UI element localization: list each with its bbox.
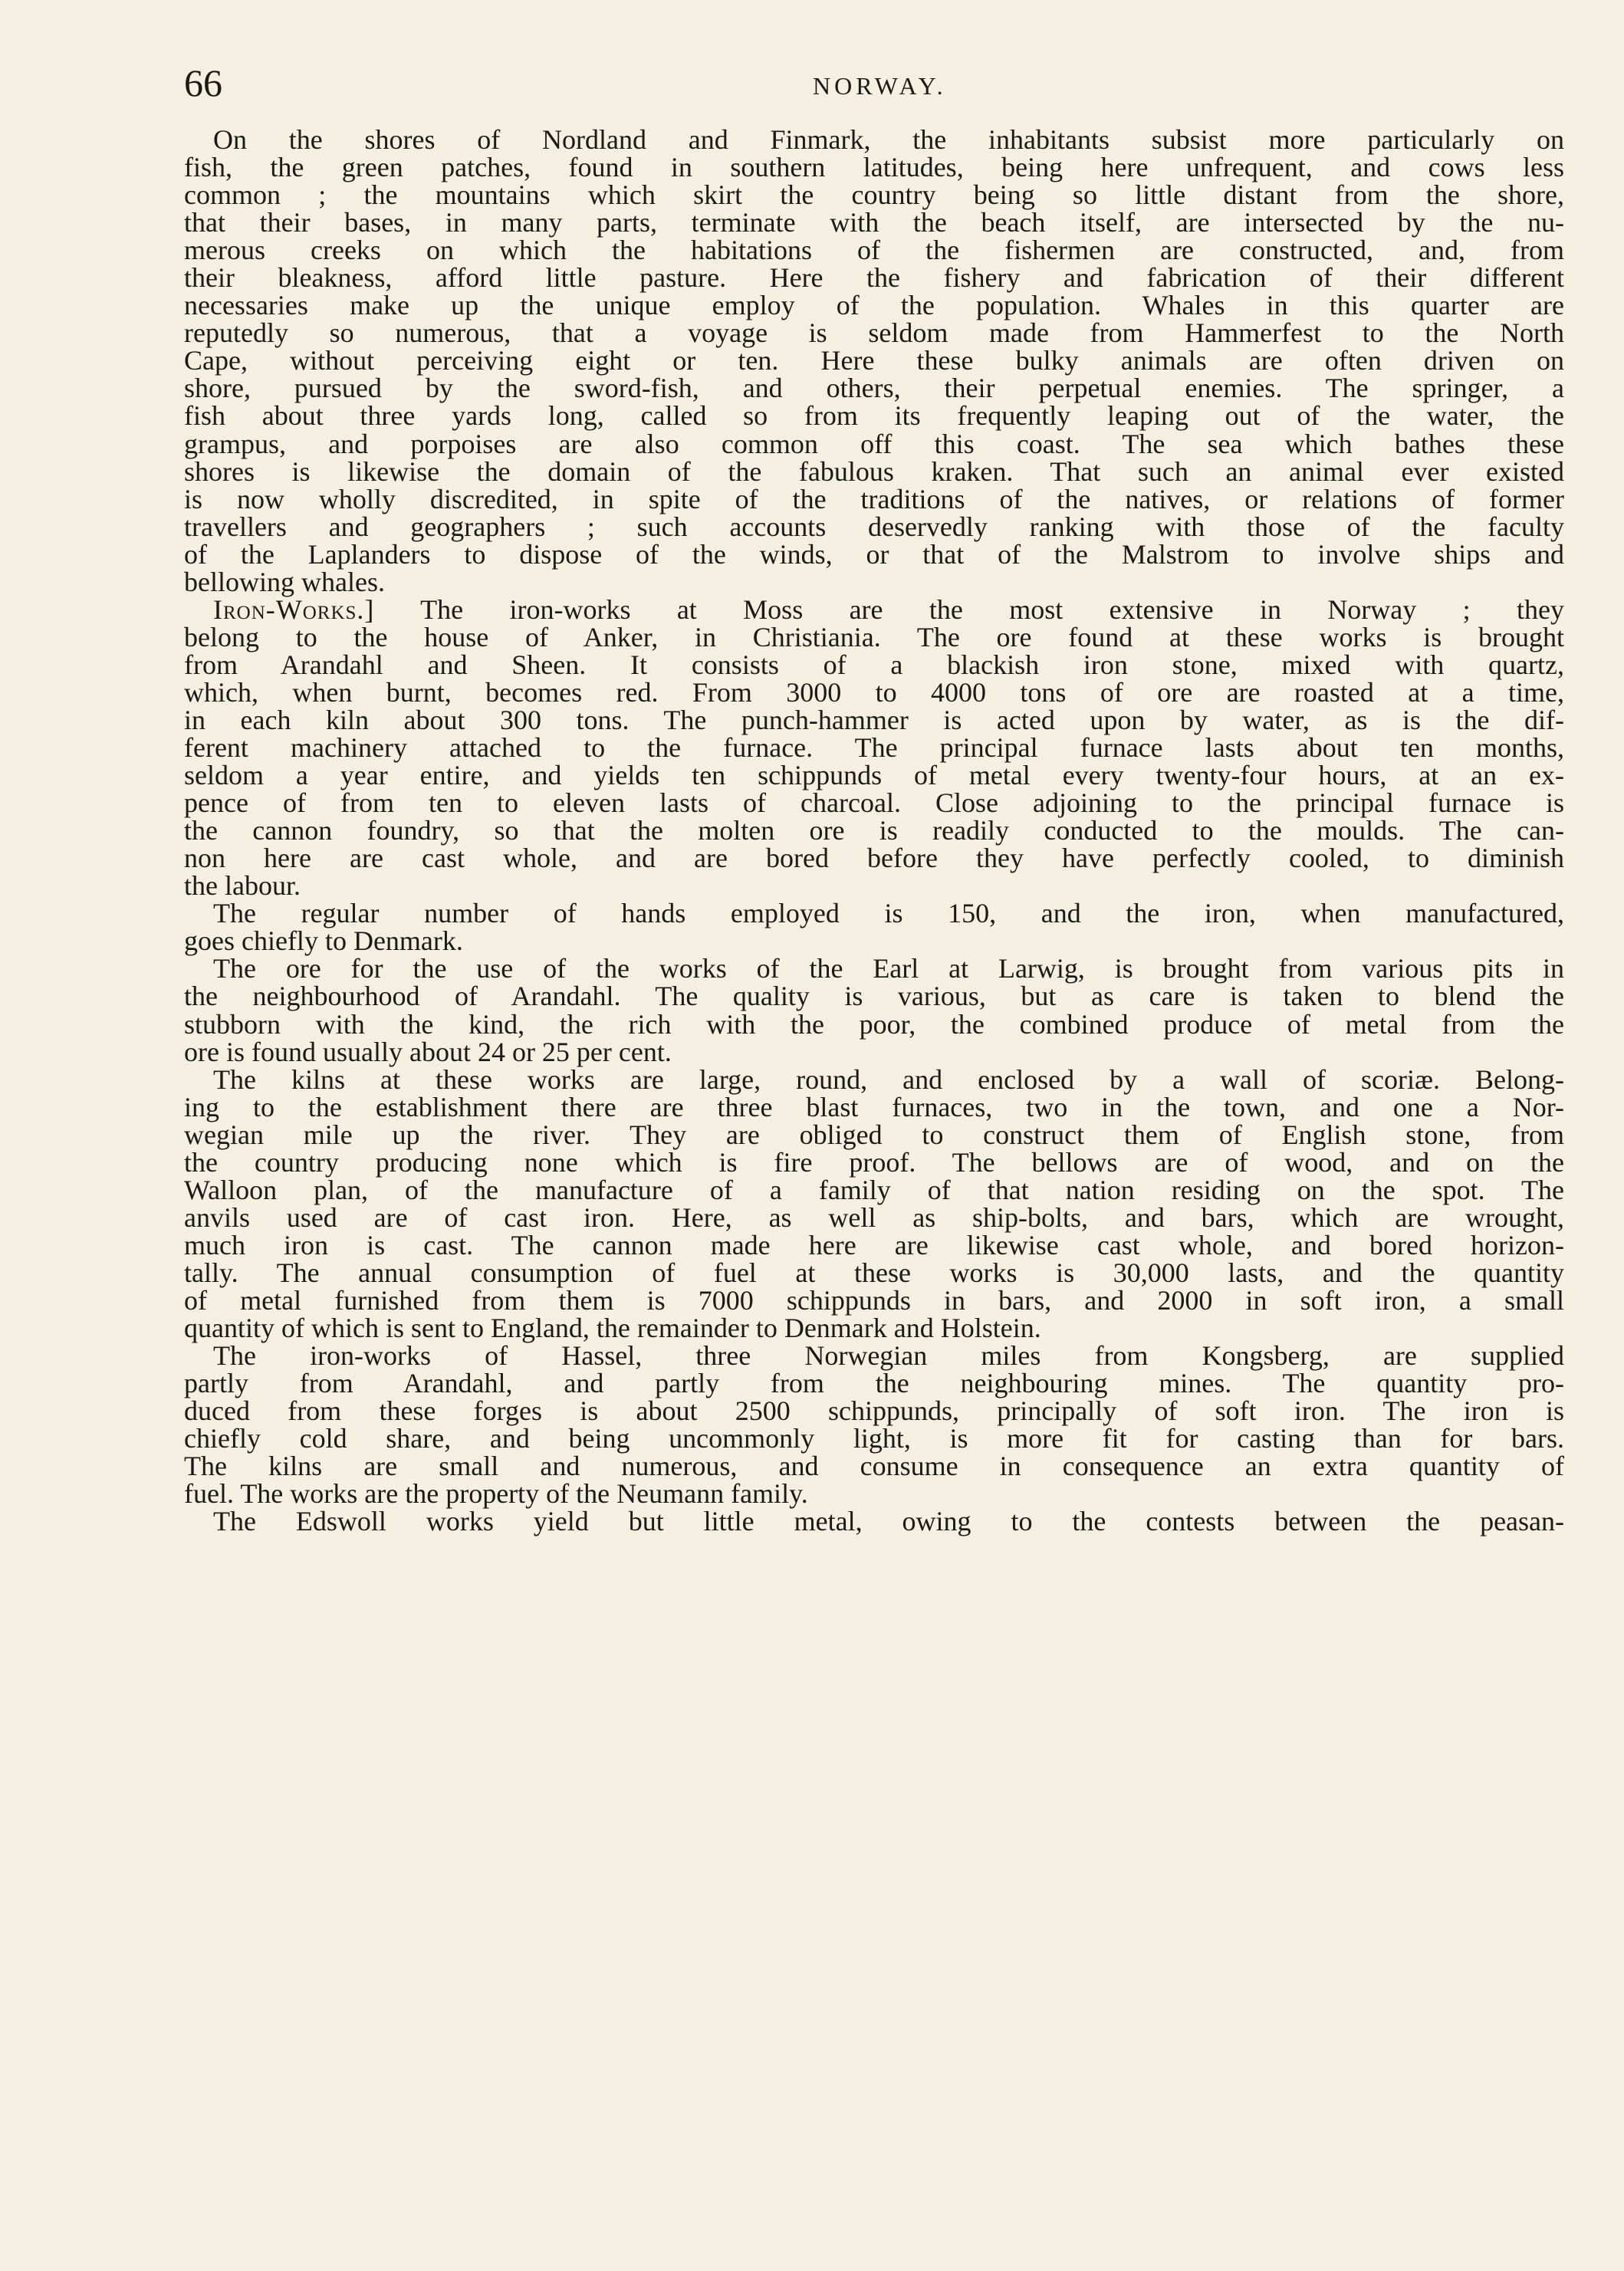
text-line: bellowing whales. <box>184 566 385 597</box>
text-line: necessaries make up the unique employ of the population. Whales in this quarter are <box>184 290 1564 321</box>
text-line: seldom a year entire, and yields ten schippunds of metal every twenty-four hours, at an ex- <box>184 760 1564 791</box>
text-line: tally. The annual consumption of fuel at these works is 30,000 lasts, and the quantity <box>184 1257 1564 1288</box>
text-line: duced from these forges is about 2500 schippunds, principally of soft iron. The iron is <box>184 1395 1564 1427</box>
text-line: The regular number of hands employed is 150, and the iron, when manufactured, <box>213 898 1564 929</box>
text-line: The ore for the use of the works of the Earl at Larwig, is brought from various pits in <box>213 953 1564 984</box>
text-line: The kilns are small and numerous, and consume in consequence an extra quantity of <box>184 1451 1564 1482</box>
text-line: in each kiln about 300 tons. The punch-hammer is acted upon by water, as is the dif- <box>184 704 1564 735</box>
section-heading: Iron-Works.] <box>213 593 375 625</box>
text-line: wegian mile up the river. They are obliged to construct them of English stone, from <box>184 1119 1564 1150</box>
paragraph <box>184 1063 1564 1344</box>
paragraph <box>184 1507 1564 1535</box>
text-line: chiefly cold share, and being uncommonly light, is more fit for casting than for bars. <box>184 1423 1564 1454</box>
text-line: of the Laplanders to dispose of the winds, or that of the Malstrom to involve ships and <box>184 538 1564 570</box>
body-text <box>184 126 1564 1535</box>
text-line: ferent machinery attached to the furnace. The principal furnace lasts about ten months, <box>184 732 1564 764</box>
text-line: travellers and geographers ; such accounts deservedly ranking with those of the faculty <box>184 511 1564 542</box>
text-line-continuation: The iron-works at Moss are the most extensive in Norway ; they <box>374 593 1564 625</box>
text-line: Walloon plan, of the manufacture of a family of that nation residing on the spot. The <box>184 1174 1564 1205</box>
text-line: that their bases, in many parts, terminate with the beach itself, are intersected by the nu- <box>184 207 1564 238</box>
text-line: merous creeks on which the habitations of the fishermen are constructed, and, from <box>184 235 1564 266</box>
text-line: reputedly so numerous, that a voyage is seldom made from Hammerfest to the North <box>184 317 1564 349</box>
text-line: fish, the green patches, found in southern latitudes, being here unfrequent, and cows less <box>184 152 1564 183</box>
text-line: On the shores of Nordland and Finmark, the inhabitants subsist more particularly on <box>213 124 1564 155</box>
text-line: much iron is cast. The cannon made here are likewise cast whole, and bored horizon- <box>184 1229 1564 1260</box>
text-line: non here are cast whole, and are bored before they have perfectly cooled, to diminish <box>184 843 1564 874</box>
page-header <box>184 60 1564 113</box>
running-title: NORWAY. <box>813 72 947 100</box>
text-line: The iron-works of Hassel, three Norwegian miles from Kongsberg, are supplied <box>213 1340 1564 1372</box>
text-line: quantity of which is sent to England, the remainder to Denmark and Holstein. <box>184 1313 1041 1344</box>
text-line: partly from Arandahl, and partly from the neighbouring mines. The quantity pro- <box>184 1368 1564 1399</box>
text-line: The Edswoll works yield but little metal, owing to the contests between the peasan- <box>213 1506 1564 1537</box>
text-line: the country producing none which is fire proof. The bellows are of wood, and on the <box>184 1146 1564 1178</box>
text-line: ore is found usually about 24 or 25 per cent. <box>184 1036 672 1067</box>
paragraph <box>184 1340 1564 1510</box>
paragraph <box>184 899 1564 955</box>
text-line: shores is likewise the domain of the fabulous kraken. That such an animal ever existed <box>184 455 1564 487</box>
paragraph <box>184 955 1564 1065</box>
paragraph-iron-works <box>184 593 1564 902</box>
text-line: grampus, and porpoises are also common off this coast. The sea which bathes these <box>184 428 1564 459</box>
text-line: of metal furnished from them is 7000 schippunds in bars, and 2000 in soft iron, a small <box>184 1284 1564 1316</box>
text-line: goes chiefly to Denmark. <box>184 925 463 957</box>
text-line: fish about three yards long, called so from its frequently leaping out of the water, the <box>184 400 1564 432</box>
text-line: belong to the house of Anker, in Christiania. The ore found at these works is brought <box>184 621 1564 652</box>
text-line <box>184 593 1564 625</box>
paragraph <box>184 126 1564 596</box>
page-number: 66 <box>184 61 222 104</box>
text-line: from Arandahl and Sheen. It consists of a blackish iron stone, mixed with quartz, <box>184 649 1564 680</box>
text-line: which, when burnt, becomes red. From 3000 to 4000 tons of ore are roasted at a time, <box>184 676 1564 708</box>
text-line: common ; the mountains which skirt the country being so little distant from the shore, <box>184 179 1564 211</box>
text-line: The kilns at these works are large, round, and enclosed by a wall of scoriæ. Belong- <box>213 1063 1564 1095</box>
text-line: is now wholly discredited, in spite of the traditions of the natives, or relations of former <box>184 483 1564 514</box>
text-line: stubborn with the kind, the rich with the poor, the combined produce of metal from the <box>184 1008 1564 1040</box>
text-line: anvils used are of cast iron. Here, as well as ship-bolts, and bars, which are wrought, <box>184 1201 1564 1233</box>
text-line: fuel. The works are the property of the Neumann family. <box>184 1478 808 1510</box>
text-line: the labour. <box>184 870 301 902</box>
text-line: the neighbourhood of Arandahl. The quality is various, but as care is taken to blend the <box>184 981 1564 1012</box>
text-line: the cannon foundry, so that the molten ore is readily conducted to the moulds. The can- <box>184 815 1564 846</box>
text-line: their bleakness, afford little pasture. Here the fishery and fabrication of their different <box>184 262 1564 294</box>
text-line: shore, pursued by the sword-fish, and others, their perpetual enemies. The springer, a <box>184 373 1564 404</box>
text-line: Cape, without perceiving eight or ten. Here these bulky animals are often driven on <box>184 345 1564 376</box>
text-line: pence of from ten to eleven lasts of charcoal. Close adjoining to the principal furnace is <box>184 787 1564 819</box>
text-line: ing to the establishment there are three blast furnaces, two in the town, and one a Nor- <box>184 1091 1564 1122</box>
